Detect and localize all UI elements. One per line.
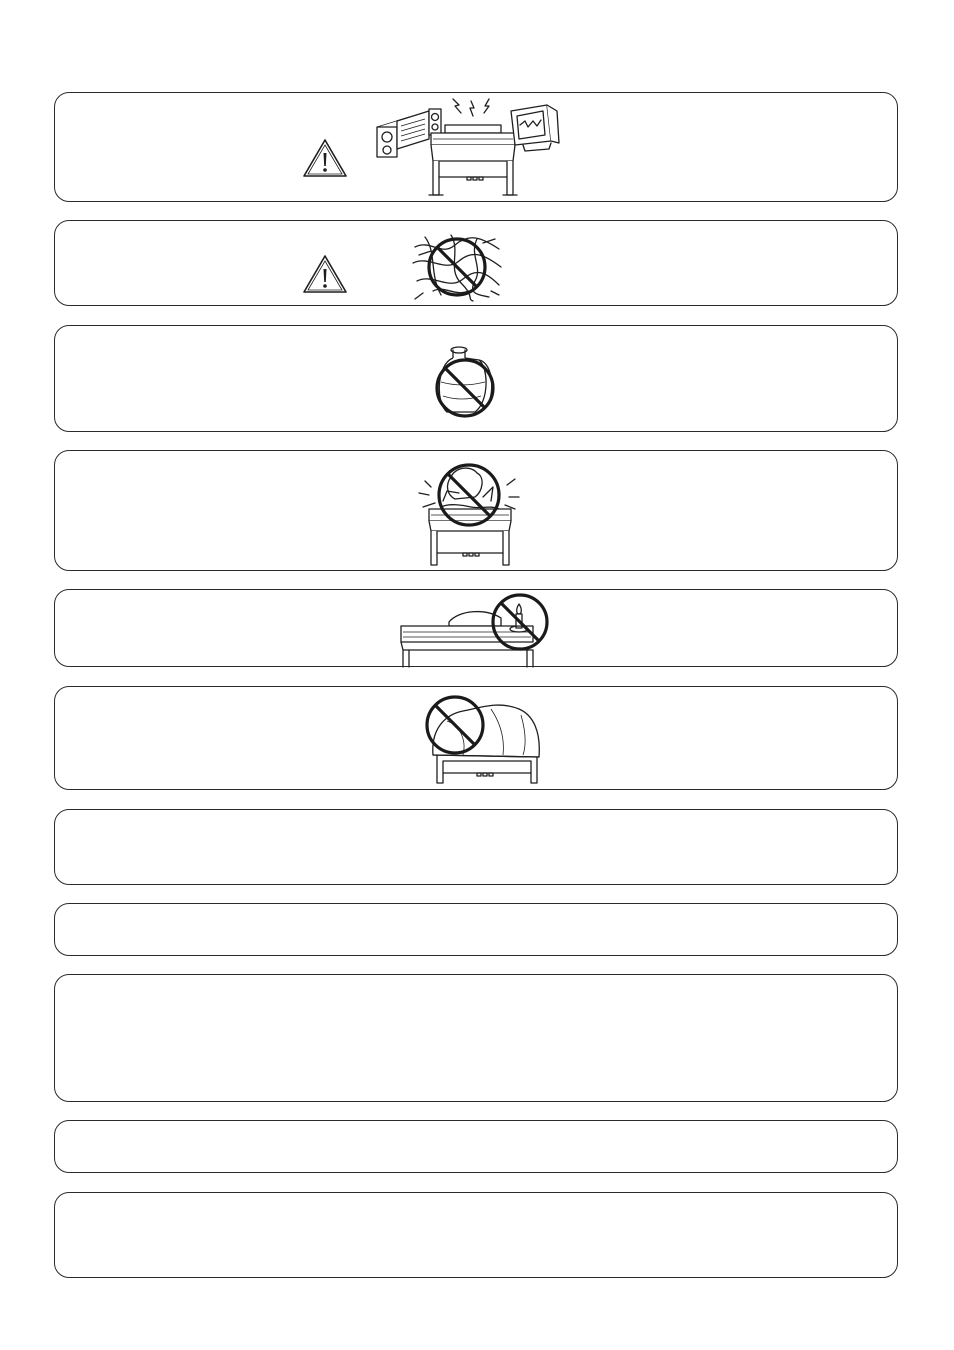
notice-box-no-liquids xyxy=(54,325,898,432)
digital-piano-icon xyxy=(401,612,533,667)
prohibited-tangled-cords-illustration xyxy=(411,233,503,303)
notice-box-7 xyxy=(54,809,898,885)
notice-box-no-covering xyxy=(54,686,898,790)
notice-box-tangled-cords xyxy=(54,220,898,306)
digital-piano-icon xyxy=(429,125,517,195)
digital-piano-icon xyxy=(429,509,511,565)
notice-box-9 xyxy=(54,974,898,1102)
piano-near-appliances-illustration xyxy=(373,99,563,201)
notice-box-no-open-flame xyxy=(54,589,898,667)
notice-box-10 xyxy=(54,1120,898,1173)
prohibited-covering-illustration xyxy=(419,691,549,789)
prohibited-climbing-illustration xyxy=(415,457,523,569)
notice-box-electrical-interference xyxy=(54,92,898,202)
water-jug-icon xyxy=(439,347,491,412)
warning-triangle-icon xyxy=(301,137,349,179)
prohibited-candle-illustration xyxy=(389,592,553,667)
interference-icon xyxy=(453,99,489,116)
prohibited-liquid-container-illustration xyxy=(429,340,501,420)
warning-triangle-icon xyxy=(301,253,349,295)
television-icon xyxy=(511,105,559,151)
notice-box-11 xyxy=(54,1192,898,1278)
person-on-piano-icon xyxy=(419,468,519,509)
notice-box-8 xyxy=(54,903,898,956)
notice-box-no-climbing xyxy=(54,450,898,571)
